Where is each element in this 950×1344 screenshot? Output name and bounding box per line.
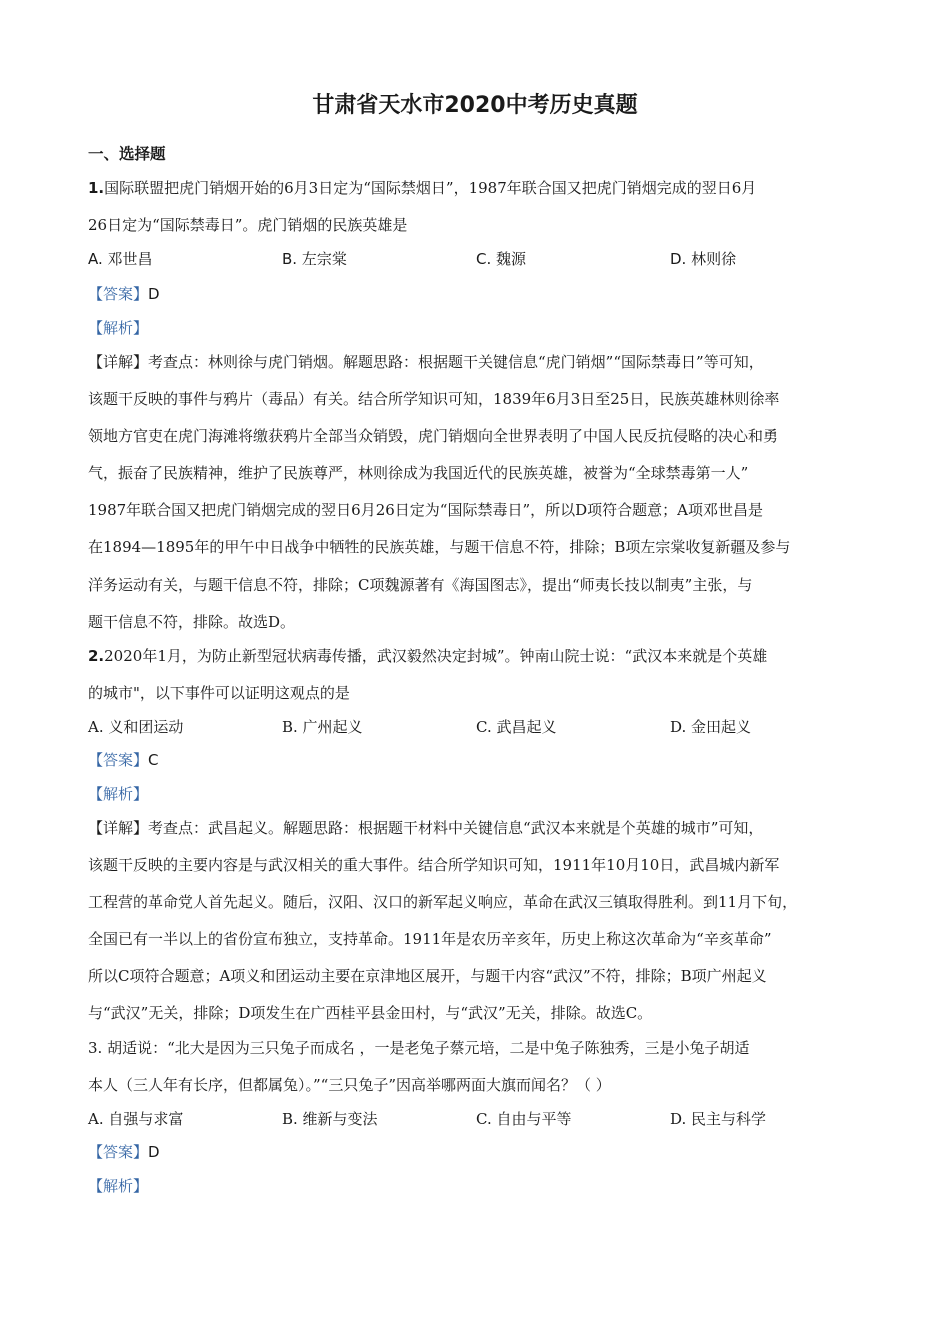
answer-label: 【答案】 <box>88 285 149 303</box>
q2-analysis-label: 【解析】 <box>88 785 149 803</box>
question-3-stem-cont: 本人（三人年有长序，但都属兔）。”“三只兔子”因高举哪两面大旗而闻名？（ ） <box>88 1076 611 1094</box>
q2-detail-line: 与“武汉”无关，排除；D项发生在广西桂平县金田村，与“武汉”无关，排除。故选C。 <box>88 1004 653 1022</box>
stem-text: 胡适说：“北大是因为三只兔子而成名 ，一是老兔子蔡元培，二是中兔子陈独秀，三是小兔子胡适 <box>107 1039 750 1057</box>
q2-detail-line: 所以C项符合题意；A项义和团运动主要在京津地区展开，与题干内容“武汉”不符，排除；B项广州起义 <box>88 967 767 985</box>
detail-label: 【详解】 <box>88 353 149 371</box>
q2-option-c: C. 武昌起义 <box>476 718 557 736</box>
answer-value: D <box>148 285 160 303</box>
answer-label: 【答案】 <box>88 1143 149 1161</box>
question-2-stem <box>88 646 888 666</box>
q1-option-a: A. 邓世昌 <box>88 250 153 268</box>
q1-detail-line: 领地方官吏在虎门海滩将缴获鸦片全部当众销毁，虎门销烟向全世界表明了中国人民反抗侵略的决心和勇 <box>88 427 779 445</box>
q1-analysis-label: 【解析】 <box>88 319 149 337</box>
q2-option-d: D. 金田起义 <box>670 718 752 736</box>
q1-detail-line: 【详解】考查点：林则徐与虎门销烟。解题思路：根据题干关键信息“虎门销烟”“国际禁毒日”等可知， <box>88 353 764 371</box>
q3-option-b: B. 维新与变法 <box>282 1110 378 1128</box>
q2-option-b: B. 广州起义 <box>282 718 363 736</box>
stem-text: 2020年1月，为防止新型冠状病毒传播，武汉毅然决定封城”。钟南山院士说：“武汉本来就是个英雄 <box>104 647 768 665</box>
answer-value: D <box>148 1143 160 1161</box>
question-1-stem-cont: 26日定为“国际禁毒日”。虎门销烟的民族英雄是 <box>88 216 408 234</box>
answer-value: C <box>148 751 159 769</box>
q1-detail-line: 1987年联合国又把虎门销烟完成的翌日6月26日定为“国际禁毒日”，所以D项符合题意；A项邓世昌是 <box>88 501 764 519</box>
q1-detail-line: 在1894—1895年的甲午中日战争中牺牲的民族英雄，与题干信息不符，排除；B项左宗棠收复新疆及参与 <box>88 538 791 556</box>
q3-option-c: C. 自由与平等 <box>476 1110 572 1128</box>
page-title: 甘肃省天水市2020中考历史真题 <box>312 93 638 118</box>
q3-analysis-label: 【解析】 <box>88 1177 149 1195</box>
question-number: 1. <box>88 179 105 197</box>
q3-option-d: D. 民主与科学 <box>670 1110 767 1128</box>
q2-option-a: A. 义和团运动 <box>88 718 184 736</box>
q3-answer <box>88 1142 888 1162</box>
q1-detail-line: 题干信息不符，排除。故选D。 <box>88 613 296 631</box>
q1-option-b: B. 左宗棠 <box>282 250 347 268</box>
detail-label: 【详解】 <box>88 819 149 837</box>
stem-text: 国际联盟把虎门销烟开始的6月3日定为“国际禁烟日”，1987年联合国又把虎门销烟完成的翌日6月 <box>104 179 757 197</box>
q1-detail-line: 气，振奋了民族精神，维护了民族尊严，林则徐成为我国近代的民族英雄，被誉为“全球禁毒第一人” <box>88 464 749 482</box>
q2-detail-line: 【详解】考查点：武昌起义。解题思路：根据题干材料中关键信息“武汉本来就是个英雄的城市”可知， <box>88 819 764 837</box>
q1-detail-line: 洋务运动有关，与题干信息不符，排除；C项魏源著有《海国图志》，提出“师夷长技以制夷”主张，与 <box>88 576 753 594</box>
q3-option-a: A. 自强与求富 <box>88 1110 184 1128</box>
q2-detail-line: 工程营的革命党人首先起义。随后，汉阳、汉口的新军起义响应，革命在武汉三镇取得胜利。到11月下旬， <box>88 893 798 911</box>
section-heading: 一、选择题 <box>88 145 166 163</box>
q2-answer <box>88 750 888 770</box>
answer-label: 【答案】 <box>88 751 149 769</box>
question-number: 2. <box>88 647 105 665</box>
question-1-stem <box>88 178 888 198</box>
q2-detail-line: 全国已有一半以上的省份宣布独立，支持革命。1911年是农历辛亥年，历史上称这次革命为“辛亥革命” <box>88 930 772 948</box>
q1-option-d: D. 林则徐 <box>670 250 737 268</box>
question-3-stem <box>88 1038 888 1058</box>
q1-option-c: C. 魏源 <box>476 250 527 268</box>
q1-answer <box>88 284 888 304</box>
question-number: 3. <box>88 1039 108 1057</box>
question-2-stem-cont: 的城市"，以下事件可以证明这观点的是 <box>88 684 350 702</box>
q2-detail-line: 该题干反映的主要内容是与武汉相关的重大事件。结合所学知识可知，1911年10月10日，武昌城内新军 <box>88 856 780 874</box>
q1-detail-line: 该题干反映的事件与鸦片（毒品）有关。结合所学知识可知，1839年6月3日至25日，民族英雄林则徐率 <box>88 390 780 408</box>
